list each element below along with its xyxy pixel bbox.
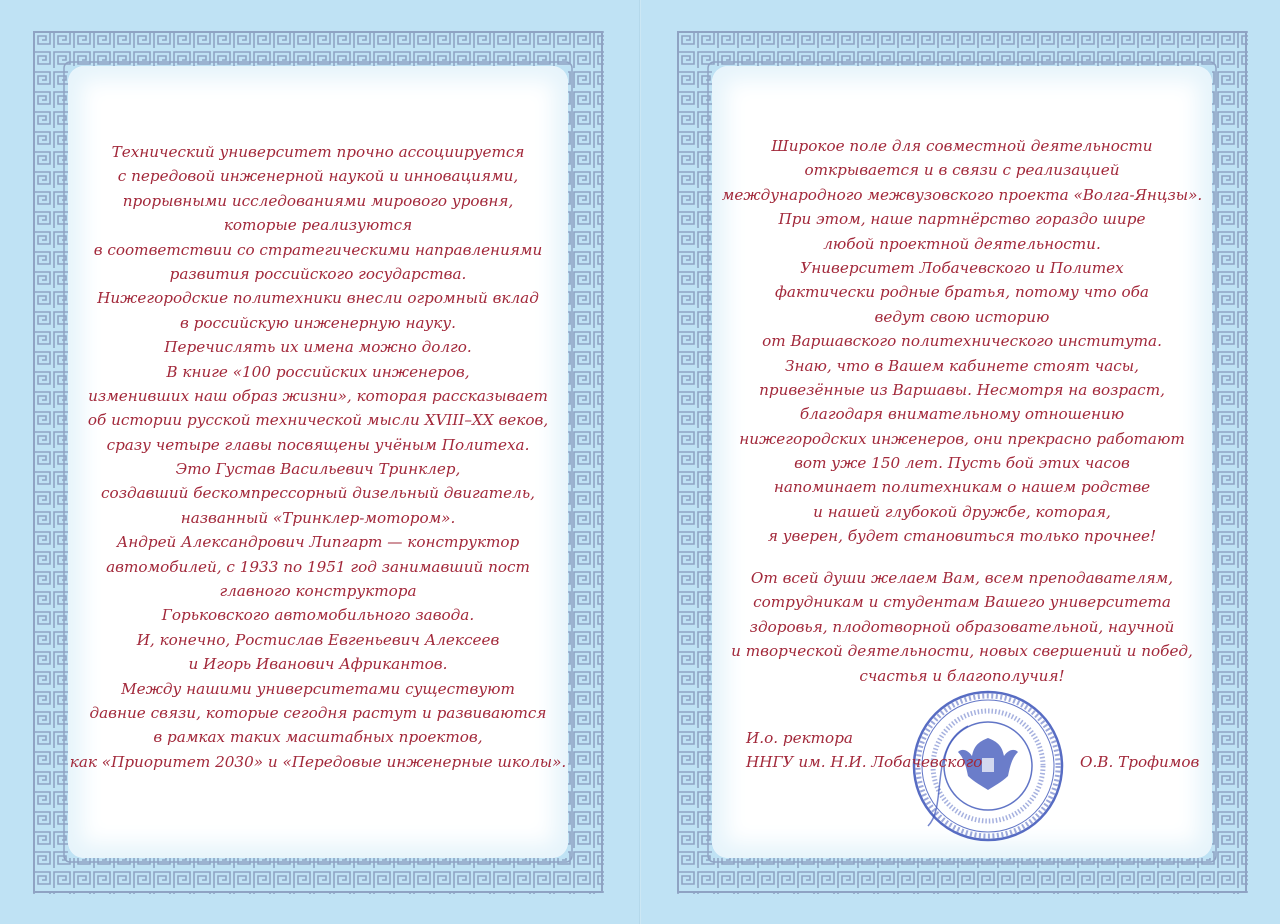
text-line: и Игорь Иванович Африкантов.	[188, 655, 448, 674]
text-line: которые реализуются	[223, 216, 413, 235]
text-line: Перечислять их имена можно долго.	[164, 338, 472, 357]
text-line: вот уже 150 лет. Пусть бой этих часов	[794, 454, 1130, 473]
signature-title	[746, 726, 982, 775]
text-line: Горьковского автомобильного завода.	[161, 606, 475, 625]
text-line: сразу четыре главы посвящены учёным Политеха.	[106, 435, 530, 454]
text-line: счастья и благополучия!	[859, 666, 1065, 685]
text-line: создавший бескомпрессорный дизельный двигатель,	[101, 484, 535, 503]
text-line: развития российского государства.	[169, 264, 467, 283]
text-line: В книге «100 российских инженеров,	[166, 362, 470, 381]
text-line: Андрей Александрович Липгарт — конструктор	[116, 533, 520, 552]
wishes-text	[712, 566, 1212, 688]
text-line: фактически родные братья, потому что оба	[775, 283, 1149, 302]
text-line: От всей души желаем Вам, всем преподавателям,	[750, 569, 1174, 587]
text-line: ведут свою историю	[874, 307, 1050, 326]
right-page	[676, 30, 1248, 894]
text-line: Нижегородские политехники внесли огромный вклад	[97, 289, 539, 308]
signature-name: О.В. Трофимов	[1080, 753, 1200, 771]
text-line: главного конструктора	[219, 582, 417, 601]
text-line: автомобилей, с 1933 по 1951 год занимавший пост	[106, 557, 530, 576]
text-line: в соответствии со стратегическими направлениями	[93, 240, 543, 259]
text-line: в рамках таких масштабных проектов,	[153, 728, 483, 747]
text-line: любой проектной деятельности.	[823, 234, 1101, 253]
text-line: благодаря внимательному отношению	[799, 405, 1125, 424]
text-line: как «Приоритет 2030» и «Передовые инженерные школы».	[69, 752, 567, 771]
text-line: я уверен, будет становиться только прочнее!	[767, 527, 1157, 546]
signature-title-line1: И.о. ректора	[746, 729, 853, 747]
text-line: и нашей глубокой дружбе, которая,	[813, 502, 1111, 521]
text-line: Широкое поле для совместной деятельности	[771, 137, 1153, 155]
text-line: давние связи, которые сегодня растут и развиваются	[89, 703, 547, 722]
text-line: Университет Лобачевского и Политех	[800, 258, 1124, 277]
text-line: нижегородских инженеров, они прекрасно работают	[739, 429, 1185, 448]
text-line: При этом, наше партнёрство гораздо шире	[778, 210, 1146, 229]
text-line: напоминает политехникам о нашем родстве	[773, 478, 1151, 497]
text-line: от Варшавского политехнического института.	[762, 332, 1162, 351]
right-letter-text	[712, 134, 1212, 549]
text-line: об истории русской технической мысли XVIII–XX веков,	[87, 411, 549, 430]
card-fold	[639, 0, 641, 924]
text-line: прорывными исследованиями мирового уровня,	[122, 191, 514, 210]
text-line: и творческой деятельности, новых свершений и побед,	[731, 642, 1193, 661]
text-line: с передовой инженерной наукой и инновациями,	[117, 167, 519, 186]
text-line: международного межвузовского проекта «Волга-Янцзы».	[721, 185, 1203, 204]
signature-title-line2: ННГУ им. Н.И. Лобачевского	[746, 753, 983, 772]
text-line: в российскую инженерную науку.	[179, 313, 457, 332]
text-line: И, конечно, Ростислав Евгеньевич Алексеев	[136, 630, 500, 649]
left-letter-text	[68, 140, 568, 774]
text-line: привезённые из Варшавы. Несмотря на возраст,	[759, 380, 1165, 399]
text-line: открывается и в связи с реализацией	[804, 161, 1120, 180]
text-line: сотрудникам и студентам Вашего университета	[753, 593, 1171, 612]
text-line: Технический университет прочно ассоциируется	[111, 143, 525, 161]
text-line: названный «Тринклер-мотором».	[180, 508, 456, 527]
text-line: Это Густав Васильевич Тринклер,	[175, 460, 461, 479]
text-line: здоровья, плодотворной образовательной, научной	[749, 617, 1175, 636]
text-line: изменивших наш образ жизни», которая рассказывает	[88, 386, 548, 405]
text-line: Знаю, что в Вашем кабинете стоят часы,	[785, 356, 1139, 375]
text-line: Между нашими университетами существуют	[121, 679, 515, 698]
left-page	[32, 30, 604, 894]
